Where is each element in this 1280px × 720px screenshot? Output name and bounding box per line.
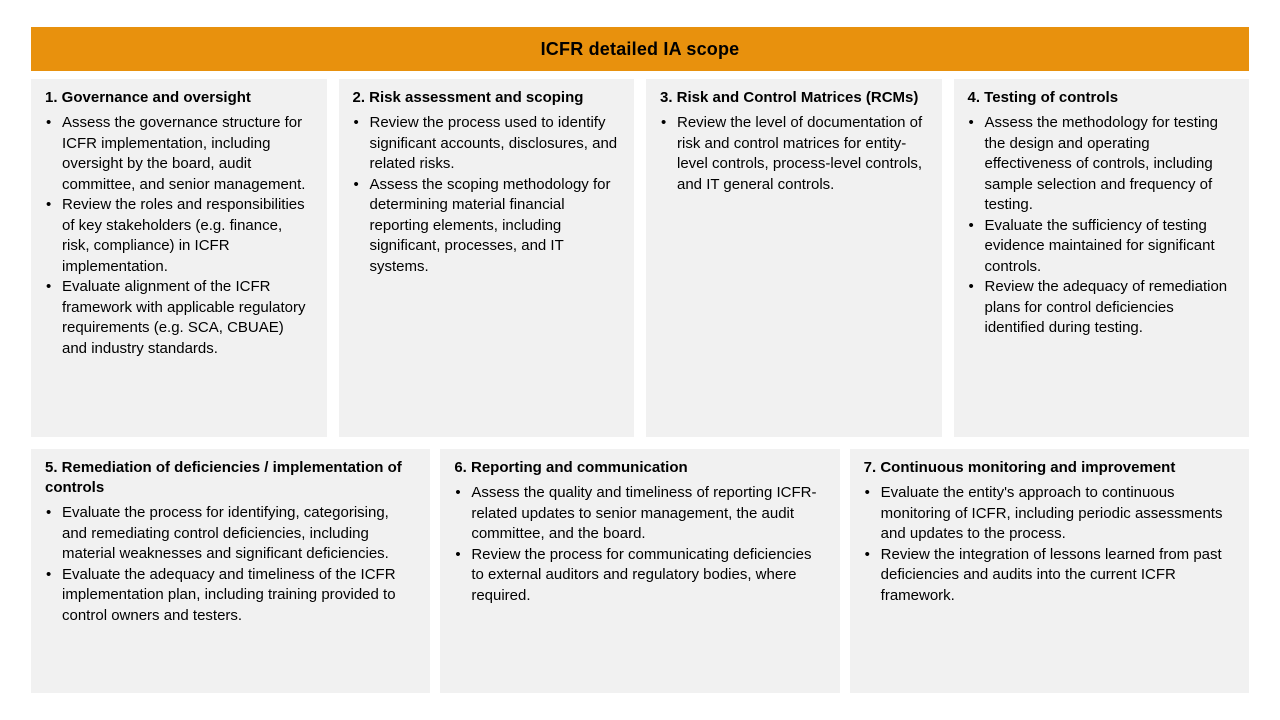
bullet-item: • Review the roles and responsibilities of key stakeholders (e.g. finance, risk, compliance) in ICFR implementation. — [45, 195, 313, 277]
bullet-item: • Review the process for communicating deficiencies to external auditors and regulatory bodies, where required. — [454, 545, 825, 607]
bullet-item: • Assess the scoping methodology for determining material financial reporting elements, including significant, processes, and IT systems. — [353, 175, 621, 278]
card-title: 7. Continuous monitoring and improvement — [863, 459, 1176, 476]
bullet-item: • Assess the methodology for testing the design and operating effectiveness of controls, including sample selection and frequency of testing. — [968, 113, 1236, 216]
card-bullet-list — [968, 113, 1236, 339]
card-bullet-list — [454, 483, 825, 606]
card-title: 5. Remediation of deficiencies / implementation of controls — [45, 459, 402, 496]
bullet-item: • Review the integration of lessons learned from past deficiencies and audits into the current ICFR framework. — [864, 545, 1235, 607]
bullet-item: • Assess the governance structure for ICFR implementation, including oversight by the board, audit committee, and senior management. — [45, 113, 313, 195]
bullet-item: • Evaluate alignment of the ICFR framework with applicable regulatory requirements (e.g. SCA, CBUAE) and industry standards. — [45, 277, 313, 359]
bullet-item: • Assess the quality and timeliness of reporting ICFR-related updates to senior management, the audit committee, and the board. — [454, 483, 825, 545]
card-title: 6. Reporting and communication — [454, 459, 688, 476]
card-remediation-of-deficiencies — [31, 449, 430, 693]
card-bullet-list — [45, 503, 416, 626]
card-risk-and-control-matrices — [646, 79, 942, 437]
bullet-item: • Evaluate the adequacy and timeliness of the ICFR implementation plan, including training provided to control owners and testers. — [45, 565, 416, 627]
bullet-item: • Review the adequacy of remediation plans for control deficiencies identified during testing. — [968, 277, 1236, 339]
bullet-item: • Evaluate the process for identifying, categorising, and remediating control deficiencies, including material weaknesses and significant deficiencies. — [45, 503, 416, 565]
bullet-item: • Review the level of documentation of risk and control matrices for entity-level controls, process-level controls, and IT general controls. — [660, 113, 928, 195]
card-row-bottom — [31, 449, 1249, 693]
card-risk-assessment-and-scoping — [339, 79, 635, 437]
title-bar — [31, 27, 1249, 71]
card-bullet-list — [353, 113, 621, 277]
card-bullet-list — [660, 113, 928, 195]
card-bullet-list — [864, 483, 1235, 606]
bullet-item: • Evaluate the sufficiency of testing evidence maintained for significant controls. — [968, 216, 1236, 278]
card-row-top — [31, 79, 1249, 437]
card-title: 3. Risk and Control Matrices (RCMs) — [660, 89, 919, 106]
bullet-item: • Review the process used to identify significant accounts, disclosures, and related risks. — [353, 113, 621, 175]
bullet-item: • Evaluate the entity's approach to continuous monitoring of ICFR, including periodic assessments and updates to the process. — [864, 483, 1235, 545]
card-reporting-and-communication — [440, 449, 839, 693]
card-bullet-list — [45, 113, 313, 359]
card-title: 2. Risk assessment and scoping — [352, 89, 584, 106]
card-governance-and-oversight — [31, 79, 327, 437]
card-testing-of-controls — [954, 79, 1250, 437]
card-title: 1. Governance and oversight — [45, 89, 251, 106]
card-title: 4. Testing of controls — [967, 89, 1119, 106]
page-title: ICFR detailed IA scope — [540, 38, 740, 59]
card-continuous-monitoring-and-improvement — [850, 449, 1249, 693]
